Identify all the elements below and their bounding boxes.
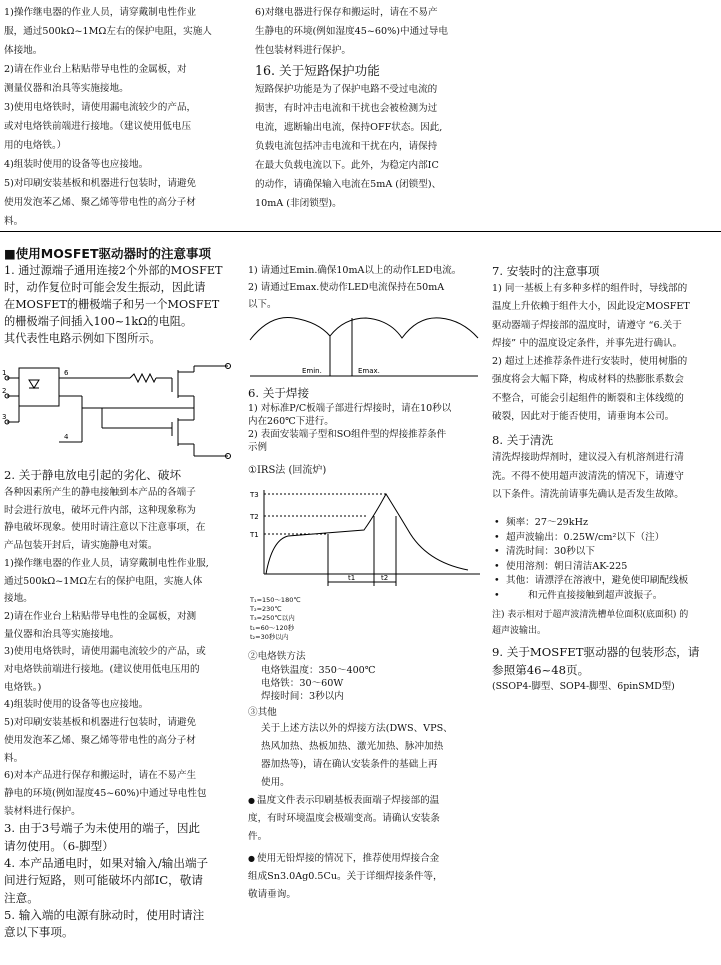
list-item: • 超声波输出：0.25W/cm²以下（注） bbox=[492, 531, 720, 546]
text-line: 4)组装时使用的设备等也应接地。 bbox=[4, 159, 149, 170]
text-line: 各种因素所产生的静电接触到本产品的各端子 bbox=[4, 487, 196, 498]
text-line: ● 温度文件表示印刷基板表面端子焊接部的温 bbox=[248, 792, 488, 810]
text-line: 组成Sn3.0Ag0.5Cu。关于详细焊接条件等， bbox=[248, 871, 443, 882]
text-line: 静电的环境(例如湿度45~60%)中通过导电性包 bbox=[4, 787, 207, 799]
text-line: 意以下事项。 bbox=[4, 925, 74, 940]
text-line: 时，动作复位时可能会发生振动，因此请 bbox=[4, 281, 206, 294]
esd-heading: 2. 关于静电放电引起的劣化、破坏 bbox=[4, 468, 182, 482]
text-line: 1)操作继电器的作业人员，请穿戴制电性作业服, bbox=[4, 557, 209, 569]
section-title: ■使用MOSFET驱动器时的注意事项 bbox=[4, 246, 211, 261]
other-heading: ③其他 bbox=[248, 707, 277, 718]
list-item: • 频率：27～29kHz bbox=[492, 516, 720, 531]
text-line: 短路保护功能是为了保护电路不受过电流的 bbox=[255, 84, 438, 95]
circuit-diagram bbox=[2, 362, 238, 462]
text-line: 2) 请通过Emax.使动作LED电流保持在50mA bbox=[248, 282, 445, 293]
text-line: 关于上述方法以外的焊接方法(DWS、VPS、 bbox=[261, 723, 453, 734]
text-line: 1) 同一基板上有多种多样的组件时，导线部的 bbox=[492, 283, 688, 294]
text-line: 请勿使用。（6-脚型） bbox=[4, 838, 114, 853]
list-item: • 使用溶剂：朝日清洁AK-225 bbox=[492, 560, 720, 575]
axis-label: T1 bbox=[250, 531, 259, 539]
col1-body bbox=[4, 466, 244, 941]
cleaning-heading: 8. 关于清洗 bbox=[492, 433, 554, 448]
col2-p1 bbox=[248, 262, 488, 313]
text-line: 测量仪器和治具等实施接地。 bbox=[4, 83, 129, 94]
short-circuit-heading: 16. 关于短路保护功能 bbox=[255, 63, 380, 78]
text-line: 度，有时环境温度会极端变高。请确认安装条 bbox=[248, 813, 440, 824]
axis-label: T2 bbox=[250, 513, 259, 521]
text-line: 对电烙铁前端进行接地。(建议使用低电压用的 bbox=[4, 664, 200, 676]
text-line: 通过500kΩ~1MΩ左右的保护电阻，实施人体 bbox=[4, 575, 203, 587]
text-line: 10mA (非闭锁型)。 bbox=[255, 198, 342, 209]
text-line: 或对电烙铁前端进行接地。（建议使用低电压 bbox=[4, 121, 192, 132]
text-line: 2)请在作业台上粘贴带导电性的金属板，对 bbox=[4, 64, 187, 75]
text-line: 4)组装时使用的设备等也应接地。 bbox=[4, 699, 149, 711]
text-line: 注) 表示相对于超声波清洗槽单位面积(底面积) 的 bbox=[492, 610, 689, 621]
text-line: 料。 bbox=[4, 216, 24, 227]
pin-label: 1 bbox=[2, 369, 7, 377]
text-line: 1) 请通过Emin.确保10mA以上的动作LED电流。 bbox=[248, 265, 462, 276]
text-line: 服，通过500kΩ~1MΩ左右的保护电阻，实施人 bbox=[4, 26, 212, 37]
text-line: 1. 通过源端子通用连接2个外部的MOSFET bbox=[4, 264, 223, 277]
text-line: 使用。 bbox=[261, 777, 290, 788]
text-line: 参照第46~48页。 bbox=[492, 663, 590, 678]
text-line: 性包装材料进行保护。 bbox=[255, 45, 351, 56]
text-line: 在MOSFET的栅极端子和另一个MOSFET bbox=[4, 298, 220, 311]
text-line: 破裂，因此对于能否使用，请垂询本公司。 bbox=[492, 411, 675, 423]
text-line: 电流，遮断输出电流，保持OFF状态。因此, bbox=[255, 122, 443, 133]
text-line: 的动作，请确保输入电流在5mA (闭锁型)、 bbox=[255, 179, 442, 190]
text-line: 2)请在作业台上粘贴带导电性的金属板，对测 bbox=[4, 610, 197, 622]
text-line: 2) 超过上述推荐条件进行安装时，使用树脂的 bbox=[492, 356, 688, 368]
axis-label: t2 bbox=[381, 574, 389, 582]
text-line: 使用发泡苯乙烯、聚乙烯等带电性的高分子材 bbox=[4, 197, 196, 208]
text-line: T₂=230℃ bbox=[250, 605, 282, 614]
text-line: 不整合，可能会引起组件的断裂和主体线缆的 bbox=[492, 392, 684, 404]
text-line: 9. 关于MOSFET驱动器的包装形态，请 bbox=[492, 645, 700, 660]
text-line: 电烙铁：30～60W bbox=[261, 678, 344, 689]
text-line: 产品包装开封后，请实施静电对策。 bbox=[4, 540, 158, 552]
section-divider bbox=[0, 231, 721, 232]
text-line: 时会进行放电，破坏元件内部，这种现象称为 bbox=[4, 504, 196, 516]
text-line: 3. 由于3号端子为未使用的端子，因此 bbox=[4, 821, 201, 836]
text-line: 接地。 bbox=[4, 593, 33, 605]
text-line: t₁=60～120秒 bbox=[250, 623, 295, 632]
list-item: • 清洗时间：30秒以下 bbox=[492, 545, 720, 560]
text-line: 1) 对标准P/C板端子部进行焊接时，请在10秒以 bbox=[248, 403, 452, 414]
text-line: 件。 bbox=[248, 831, 268, 842]
text-line: 清洗焊接助焊剂时，建议浸入有机溶剂进行清 bbox=[492, 452, 684, 464]
text-line: 3)使用电烙铁时，请使用漏电流较少的产品， bbox=[4, 102, 197, 113]
text-line: 损害，有时冲击电流和干扰也会被检测为过 bbox=[255, 103, 438, 114]
cleaning-conditions bbox=[492, 516, 720, 603]
reflow-conditions bbox=[250, 596, 301, 642]
text-line: 焊接时间：3秒以内 bbox=[261, 691, 344, 702]
text-line: 在最大负载电流以下。此外，为稳定内部IC bbox=[255, 160, 439, 171]
text-line: 生静电的环境(例如湿度45~60%)中通过导电 bbox=[255, 26, 448, 37]
text-line: 使用发泡苯乙烯、聚乙烯等带电性的高分子材 bbox=[4, 734, 196, 746]
top-right-column bbox=[255, 3, 495, 213]
text-line: 强度将会大幅下降，构成材料的热膨胀系数会 bbox=[492, 374, 684, 386]
col2-lower bbox=[248, 650, 488, 904]
text-line: ● 使用无铅焊接的情况下，推荐使用焊接合金 bbox=[248, 850, 488, 868]
axis-label: T3 bbox=[250, 491, 259, 499]
text-line: 示例 bbox=[248, 442, 268, 453]
text-line: 驱动器端子焊接部的温度时，请遵守 “6.关于 bbox=[492, 319, 682, 331]
text-line: 内在260℃下进行。 bbox=[248, 416, 334, 427]
emin-label: Emin. bbox=[302, 367, 322, 375]
pin-label: 6 bbox=[64, 369, 69, 377]
text-line: 料。 bbox=[4, 752, 24, 764]
text-line: 焊接” 中的温度设定条件，并事先进行确认。 bbox=[492, 337, 683, 349]
emax-label: Emax. bbox=[358, 367, 380, 375]
text-line: 1)操作继电器的作业人员，请穿戴制电性作业 bbox=[4, 7, 197, 18]
axis-label: t1 bbox=[348, 574, 356, 582]
text-line: 负载电流包括冲击电流和干扰在内，请保持 bbox=[255, 141, 438, 152]
text-line: 3)使用电烙铁时，请使用漏电流较少的产品，或 bbox=[4, 646, 206, 658]
text-line: T₁=150～180℃ bbox=[250, 596, 301, 604]
text-line: 体接地。 bbox=[4, 45, 43, 56]
text-line: 注意。 bbox=[4, 890, 39, 905]
text-line: 6)对本产品进行保存和搬运时，请在不易产生 bbox=[4, 770, 197, 782]
text-line: 5)对印刷安装基板和机器进行包装时，请避免 bbox=[4, 717, 197, 729]
text-line: 电烙铁。) bbox=[4, 681, 42, 693]
text-line: 电烙铁温度：350～400℃ bbox=[261, 665, 376, 676]
text-line: t₂=30秒以内 bbox=[250, 632, 289, 641]
text-line: 热风加热、热板加热、激光加热、脉冲加热 bbox=[261, 741, 444, 752]
text-line: 用的电烙铁。） bbox=[4, 140, 67, 151]
ripple-waveform bbox=[248, 312, 480, 380]
text-line: 其代表性电路示例如下图所示。 bbox=[4, 332, 161, 345]
text-line: 以下。 bbox=[248, 299, 277, 310]
text-line: 量仪器和治具等实施接地。 bbox=[4, 628, 120, 640]
text-line: 洗。不得不使用超声波清洗的情况下，请遵守 bbox=[492, 470, 684, 482]
text-line: T₃=250℃以内 bbox=[250, 614, 295, 623]
list-item: • 其他：请漂浮在溶液中，避免使印刷配线板 bbox=[492, 574, 720, 589]
text-line: 装材料进行保护。 bbox=[4, 805, 81, 817]
reflow-profile-diagram bbox=[248, 486, 484, 588]
pin-label: 3 bbox=[2, 413, 7, 421]
package-types: (SSOP4-脚型、SOP4-脚型、6pinSMD型) bbox=[492, 681, 675, 693]
list-item-continuation: • 和元件直接接触到超声波振子。 bbox=[492, 589, 720, 604]
text-line: 以下条件。清洗前请事先确认是否发生故障。 bbox=[492, 488, 684, 500]
text-line: 6)对继电器进行保存和搬运时，请在不易产 bbox=[255, 7, 438, 18]
iron-heading: ②电烙铁方法 bbox=[248, 651, 306, 662]
mounting-heading: 7. 安装时的注意事项 bbox=[492, 264, 600, 278]
irs-heading: ①IRS法 (回流炉) bbox=[248, 465, 327, 476]
text-line: 5)对印刷安装基板和机器进行包装时，请避免 bbox=[4, 178, 197, 189]
pin-label: 4 bbox=[64, 433, 69, 441]
top-left-column bbox=[4, 3, 242, 231]
text-line: 静电破坏现象。使用时请注意以下注意事项，在 bbox=[4, 522, 206, 534]
text-line: 2) 表面安装端子型和SO组件型的焊接推荐条件 bbox=[248, 429, 447, 440]
text-line: 间进行短路，则可能破坏内部IC，敬请 bbox=[4, 873, 203, 888]
text-line: 器加热等)，请在确认安装条件的基础上再 bbox=[261, 759, 438, 770]
col1-p1 bbox=[4, 262, 242, 347]
text-line: 超声波输出。 bbox=[492, 626, 547, 637]
text-line: 5. 输入端的电源有脉动时，使用时请注 bbox=[4, 907, 205, 922]
text-line: 4. 本产品通电时，如果对输入/输出端子 bbox=[4, 855, 209, 870]
col3 bbox=[492, 262, 720, 695]
text-line: 敬请垂询。 bbox=[248, 889, 296, 900]
text-line: 的栅极端子间插入100~1kΩ的电阻。 bbox=[4, 315, 193, 328]
soldering-heading: 6. 关于焊接 bbox=[248, 386, 310, 400]
pin-label: 2 bbox=[2, 387, 7, 395]
col2-soldering bbox=[248, 384, 488, 479]
text-line: 温度上升依赖于组件大小，因此设定MOSFET bbox=[492, 301, 690, 313]
